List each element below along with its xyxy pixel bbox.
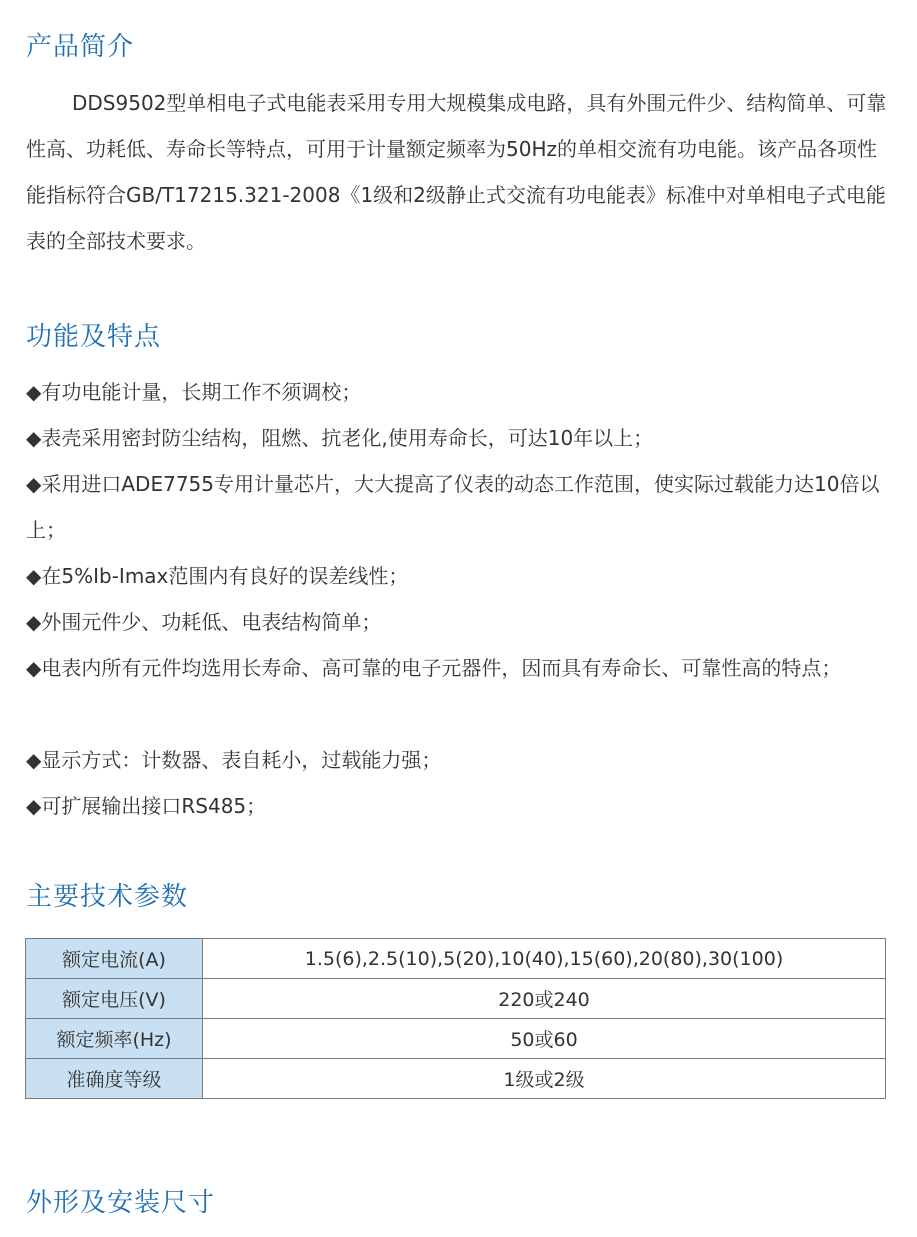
- spec-label: 额定电流(A): [26, 939, 203, 979]
- table-row: [26, 979, 886, 1019]
- table-row: [26, 939, 886, 979]
- spec-label: 准确度等级: [26, 1059, 203, 1099]
- feature-item: ◆在5%Ib-Imax范围内有良好的误差线性；: [26, 564, 409, 588]
- spec-value: 1.5(6),2.5(10),5(20),10(40),15(60),20(80),30(100): [203, 939, 886, 979]
- spec-value: 220或240: [203, 979, 886, 1019]
- dimensions-title: 外形及安装尺寸: [26, 1188, 216, 1218]
- spec-label: 额定频率(Hz): [26, 1019, 203, 1059]
- specs-table: [25, 938, 886, 1099]
- intro-title: 产品简介: [26, 32, 135, 62]
- intro-paragraph: DDS9502型单相电子式电能表采用专用大规模集成电路，具有外围元件少、结构简单、可靠性高、功耗低、寿命长等特点，可用于计量额定频率为50Hz的单相交流有功电能。该产品各项性能指标符合GB/T17215.321-2008《1级和2级静止式交流有功电能表》标准中对单相电子式电能表的全部技术要求。: [26, 91, 887, 253]
- feature-item: ◆可扩展输出接口RS485；: [26, 794, 267, 818]
- spec-value: 1级或2级: [203, 1059, 886, 1099]
- feature-item: ◆采用进口ADE7755专用计量芯片，大大提高了仪表的动态工作范围，使实际过载能力达10倍以上；: [26, 472, 880, 542]
- specs-title: 主要技术参数: [26, 882, 189, 912]
- feature-item: ◆电表内所有元件均选用长寿命、高可靠的电子元器件，因而具有寿命长、可靠性高的特点；: [26, 656, 842, 680]
- feature-item: ◆有功电能计量，长期工作不须调校；: [26, 380, 362, 404]
- feature-item: ◆显示方式：计数器、表自耗小，过载能力强；: [26, 748, 442, 772]
- spec-label: 额定电压(V): [26, 979, 203, 1019]
- features-title: 功能及特点: [26, 322, 162, 352]
- table-row: [26, 1059, 886, 1099]
- table-row: [26, 1019, 886, 1059]
- feature-item: ◆表壳采用密封防尘结构，阻燃、抗老化,使用寿命长，可达10年以上；: [26, 426, 654, 450]
- feature-item: ◆外围元件少、功耗低、电表结构简单；: [26, 610, 382, 634]
- spec-value: 50或60: [203, 1019, 886, 1059]
